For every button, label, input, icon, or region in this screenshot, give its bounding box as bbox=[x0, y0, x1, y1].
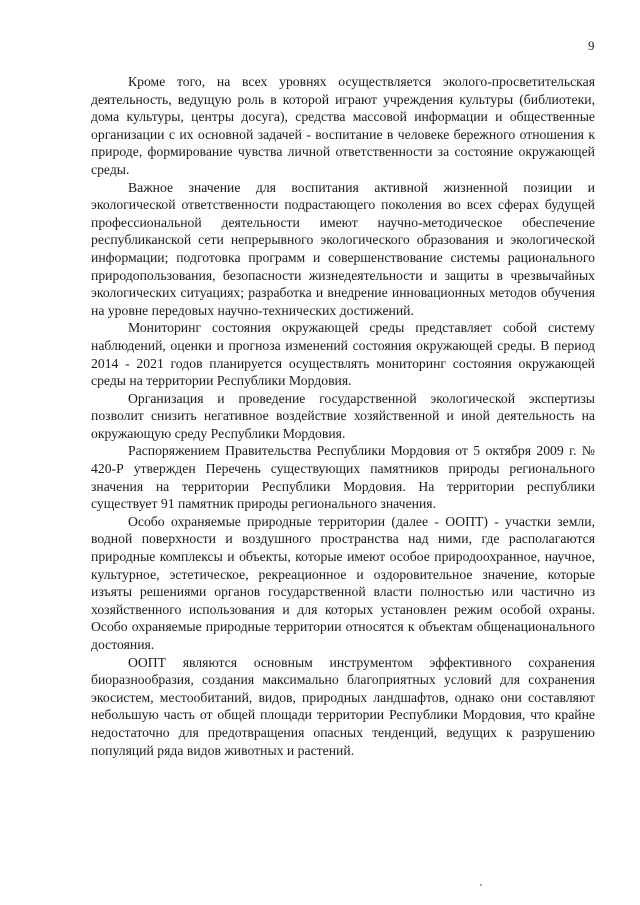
paragraph-education-outreach: Кроме того, на всех уровнях осуществляется эколого-просветительская деятельность, ведущую роль в которой играют учреждения культуры (библиотеки, дома культуры, центры досуга), средства массовой информации и общественные организации с их основной задачей - воспитание в человеке бережного отношения к природе, формирование чувства личной ответственности за состояние окружающей среды. bbox=[91, 74, 595, 177]
paragraph-ecological-responsibility: Важное значение для воспитания активной жизненной позиции и экологической ответственности подрастающего поколения во всех сферах будущей профессиональной деятельности имеют научно-методическое обеспечение республиканской сети непрерывного экологического образования и экологической информации; подготовка программ и совершенствование системы рационального природопользования, безопасности жизнедеятельности и защиты в чрезвычайных экологических ситуациях; разработка и внедрение инновационных методов обучения на уровне передовых научно-технических достижений. bbox=[91, 179, 595, 318]
paragraph-protected-areas-role: ООПТ являются основным инструментом эффективного сохранения биоразнообразия, создания максимально благоприятных условий для сохранения экосистем, местообитаний, видов, природных ландшафтов, однако они составляют небольшую часть от общей площади территории Республики Мордовия, что крайне недостаточно для предотвращения опасных тенденций, ведущих к разрушению популяций ряда видов животных и растений. bbox=[91, 654, 595, 758]
document-body bbox=[91, 73, 595, 759]
page-number: 9 bbox=[588, 38, 595, 53]
scan-speck bbox=[480, 884, 482, 886]
paragraph-ecological-expertise: Организация и проведение государственной экологической экспертизы позволит снизить негативное воздействие хозяйственной и иной деятельность на окружающую среду Республики Мордовия. bbox=[91, 390, 595, 441]
paragraph-environmental-monitoring: Мониторинг состояния окружающей среды представляет собой систему наблюдений, оценки и прогноза изменений состояния окружающей среды. В период 2014 - 2021 годов планируется осуществлять мониторинг состояния окружающей среды на территории Республики Мордовия. bbox=[91, 320, 595, 389]
paragraph-nature-monuments: Распоряжением Правительства Республики Мордовия от 5 октября 2009 г. № 420-Р утвержден Перечень существующих памятников природы регионального значения на территории Республики Мордовия. На территории республики существует 91 памятник природы регионального значения. bbox=[91, 443, 595, 512]
paragraph-protected-areas-definition: Особо охраняемые природные территории (далее - ООПТ) - участки земли, водной поверхности и воздушного пространства над ними, где располагаются природные комплексы и объекты, которые имеют особое природоохранное, научное, культурное, эстетическое, рекреационное и оздоровительное значение, которые изъяты решениями органов государственной власти полностью или частично из хозяйственного использования и для которых установлен режим особой охраны. Особо охраняемые природные территории относятся к объектам общенационального достояния. bbox=[91, 513, 595, 652]
